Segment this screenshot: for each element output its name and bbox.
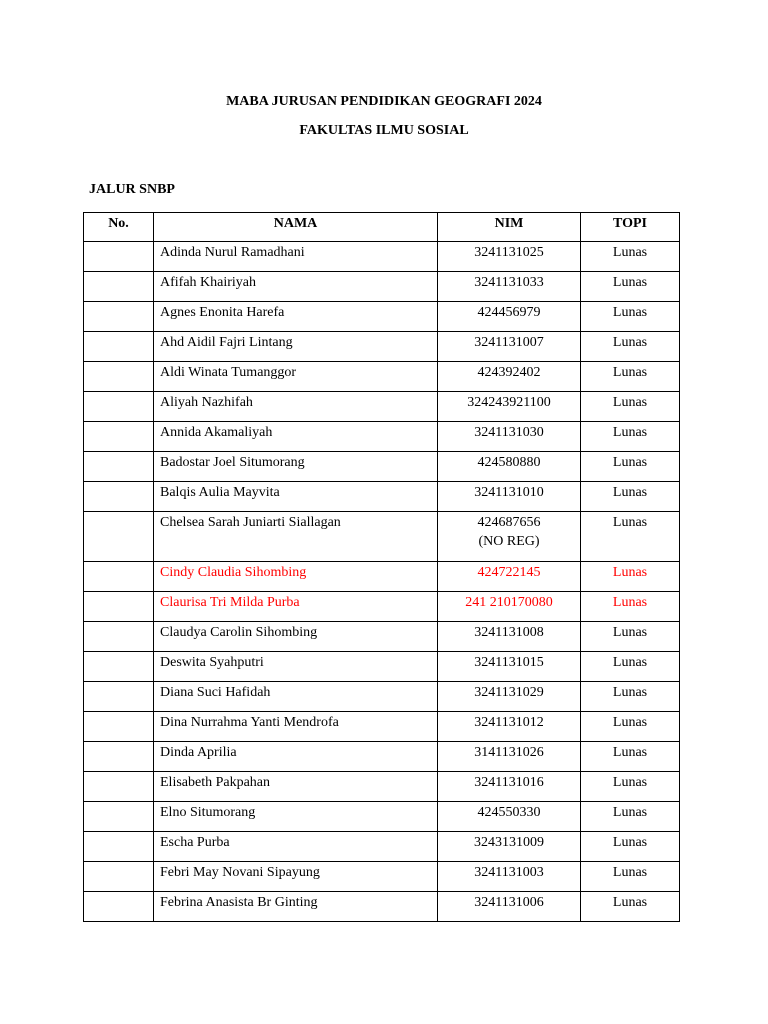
table-row (84, 562, 680, 592)
document-title: MABA JURUSAN PENDIDIKAN GEOGRAFI 2024 (226, 94, 542, 109)
nim-value: 3241131003 (474, 865, 544, 880)
cell-topi: Lunas (581, 772, 680, 802)
table-body (84, 242, 680, 922)
cell-topi: Lunas (581, 482, 680, 512)
cell-no (84, 652, 154, 682)
nim-value: 324243921100 (467, 395, 551, 410)
cell-no (84, 592, 154, 622)
table-row (84, 242, 680, 272)
cell-nim (438, 362, 581, 392)
header-topi: TOPI (581, 213, 680, 242)
cell-nama: Elisabeth Pakpahan (154, 772, 438, 802)
cell-nama: Aldi Winata Tumanggor (154, 362, 438, 392)
cell-nim (438, 422, 581, 452)
cell-no (84, 512, 154, 562)
nim-value: 3241131016 (474, 775, 544, 790)
cell-nama: Dina Nurrahma Yanti Mendrofa (154, 712, 438, 742)
table-row (84, 592, 680, 622)
cell-no (84, 682, 154, 712)
cell-nim (438, 712, 581, 742)
cell-topi: Lunas (581, 652, 680, 682)
table-row (84, 392, 680, 422)
nim-value: 424687656 (477, 515, 541, 530)
cell-nama: Balqis Aulia Mayvita (154, 482, 438, 512)
table-row (84, 712, 680, 742)
nim-value: 3241131015 (474, 655, 544, 670)
cell-topi: Lunas (581, 452, 680, 482)
cell-no (84, 742, 154, 772)
table-row (84, 332, 680, 362)
cell-nim (438, 242, 581, 272)
cell-nim (438, 742, 581, 772)
cell-nim (438, 622, 581, 652)
nim-value: 3241131008 (474, 625, 544, 640)
cell-topi: Lunas (581, 802, 680, 832)
cell-nama: Aliyah Nazhifah (154, 392, 438, 422)
cell-no (84, 622, 154, 652)
cell-nama: Annida Akamaliyah (154, 422, 438, 452)
nim-value: 3241131006 (474, 895, 544, 910)
cell-nama: Febrina Anasista Br Ginting (154, 892, 438, 922)
cell-no (84, 272, 154, 302)
cell-nama: Elno Situmorang (154, 802, 438, 832)
cell-no (84, 302, 154, 332)
table-row (84, 302, 680, 332)
nim-value: 424580880 (477, 455, 541, 470)
cell-no (84, 832, 154, 862)
cell-topi: Lunas (581, 422, 680, 452)
nim-note: (NO REG) (478, 534, 540, 549)
table-row (84, 422, 680, 452)
cell-no (84, 712, 154, 742)
cell-topi: Lunas (581, 862, 680, 892)
table-row (84, 832, 680, 862)
nim-value: 424550330 (477, 805, 541, 820)
cell-nim (438, 452, 581, 482)
nim-value: 3241131033 (474, 275, 544, 290)
header-no: No. (84, 213, 154, 242)
cell-nama: Ahd Aidil Fajri Lintang (154, 332, 438, 362)
table-row (84, 742, 680, 772)
cell-no (84, 562, 154, 592)
student-table (83, 212, 680, 922)
cell-nama: Escha Purba (154, 832, 438, 862)
cell-nim (438, 682, 581, 712)
cell-topi: Lunas (581, 332, 680, 362)
nim-value: 3241131010 (474, 485, 544, 500)
cell-topi: Lunas (581, 592, 680, 622)
cell-nama: Dinda Aprilia (154, 742, 438, 772)
table-row (84, 802, 680, 832)
cell-nim (438, 332, 581, 362)
cell-no (84, 482, 154, 512)
cell-nim (438, 272, 581, 302)
table-row (84, 892, 680, 922)
cell-nama: Febri May Novani Sipayung (154, 862, 438, 892)
nim-value: 3241131012 (474, 715, 544, 730)
cell-nama: Deswita Syahputri (154, 652, 438, 682)
table-row (84, 482, 680, 512)
table-row (84, 362, 680, 392)
nim-value: 424456979 (477, 305, 541, 320)
table-row (84, 622, 680, 652)
table-row (84, 452, 680, 482)
cell-topi: Lunas (581, 512, 680, 562)
cell-no (84, 772, 154, 802)
cell-nim (438, 802, 581, 832)
cell-topi: Lunas (581, 562, 680, 592)
header-nama: NAMA (154, 213, 438, 242)
cell-nama: Afifah Khairiyah (154, 272, 438, 302)
cell-topi: Lunas (581, 682, 680, 712)
table-row (84, 682, 680, 712)
table-row (84, 772, 680, 802)
section-label: JALUR SNBP (89, 182, 175, 197)
cell-nim (438, 392, 581, 422)
cell-nama: Cindy Claudia Sihombing (154, 562, 438, 592)
cell-nim (438, 592, 581, 622)
header-nim: NIM (438, 213, 581, 242)
cell-topi: Lunas (581, 272, 680, 302)
cell-nim (438, 832, 581, 862)
cell-nama: Claurisa Tri Milda Purba (154, 592, 438, 622)
table-row (84, 512, 680, 562)
cell-no (84, 802, 154, 832)
cell-topi: Lunas (581, 622, 680, 652)
nim-value: 3241131029 (474, 685, 544, 700)
cell-no (84, 332, 154, 362)
cell-nim (438, 562, 581, 592)
nim-value: 3241131007 (474, 335, 544, 350)
cell-nim (438, 482, 581, 512)
document-subtitle: FAKULTAS ILMU SOSIAL (299, 123, 469, 138)
cell-no (84, 392, 154, 422)
cell-topi: Lunas (581, 362, 680, 392)
cell-nim (438, 772, 581, 802)
cell-topi: Lunas (581, 302, 680, 332)
table-header-row (84, 213, 680, 242)
cell-nim (438, 512, 581, 562)
cell-nim (438, 652, 581, 682)
cell-nama: Badostar Joel Situmorang (154, 452, 438, 482)
table-row (84, 652, 680, 682)
cell-nama: Chelsea Sarah Juniarti Siallagan (154, 512, 438, 562)
cell-no (84, 452, 154, 482)
cell-nama: Diana Suci Hafidah (154, 682, 438, 712)
table-row (84, 272, 680, 302)
nim-value: 3141131026 (474, 745, 544, 760)
cell-no (84, 242, 154, 272)
table-row (84, 862, 680, 892)
cell-topi: Lunas (581, 892, 680, 922)
cell-no (84, 862, 154, 892)
nim-value: 424722145 (477, 565, 541, 580)
cell-no (84, 892, 154, 922)
cell-nama: Claudya Carolin Sihombing (154, 622, 438, 652)
cell-nim (438, 302, 581, 332)
nim-value: 241 210170080 (465, 595, 553, 610)
cell-nim (438, 862, 581, 892)
nim-value: 424392402 (477, 365, 541, 380)
cell-topi: Lunas (581, 242, 680, 272)
nim-value: 3241131025 (474, 245, 544, 260)
cell-topi: Lunas (581, 742, 680, 772)
cell-topi: Lunas (581, 392, 680, 422)
nim-value: 3241131030 (474, 425, 544, 440)
cell-nim (438, 892, 581, 922)
cell-no (84, 362, 154, 392)
cell-nama: Agnes Enonita Harefa (154, 302, 438, 332)
cell-no (84, 422, 154, 452)
cell-nama: Adinda Nurul Ramadhani (154, 242, 438, 272)
cell-topi: Lunas (581, 712, 680, 742)
cell-topi: Lunas (581, 832, 680, 862)
nim-value: 3243131009 (474, 835, 544, 850)
